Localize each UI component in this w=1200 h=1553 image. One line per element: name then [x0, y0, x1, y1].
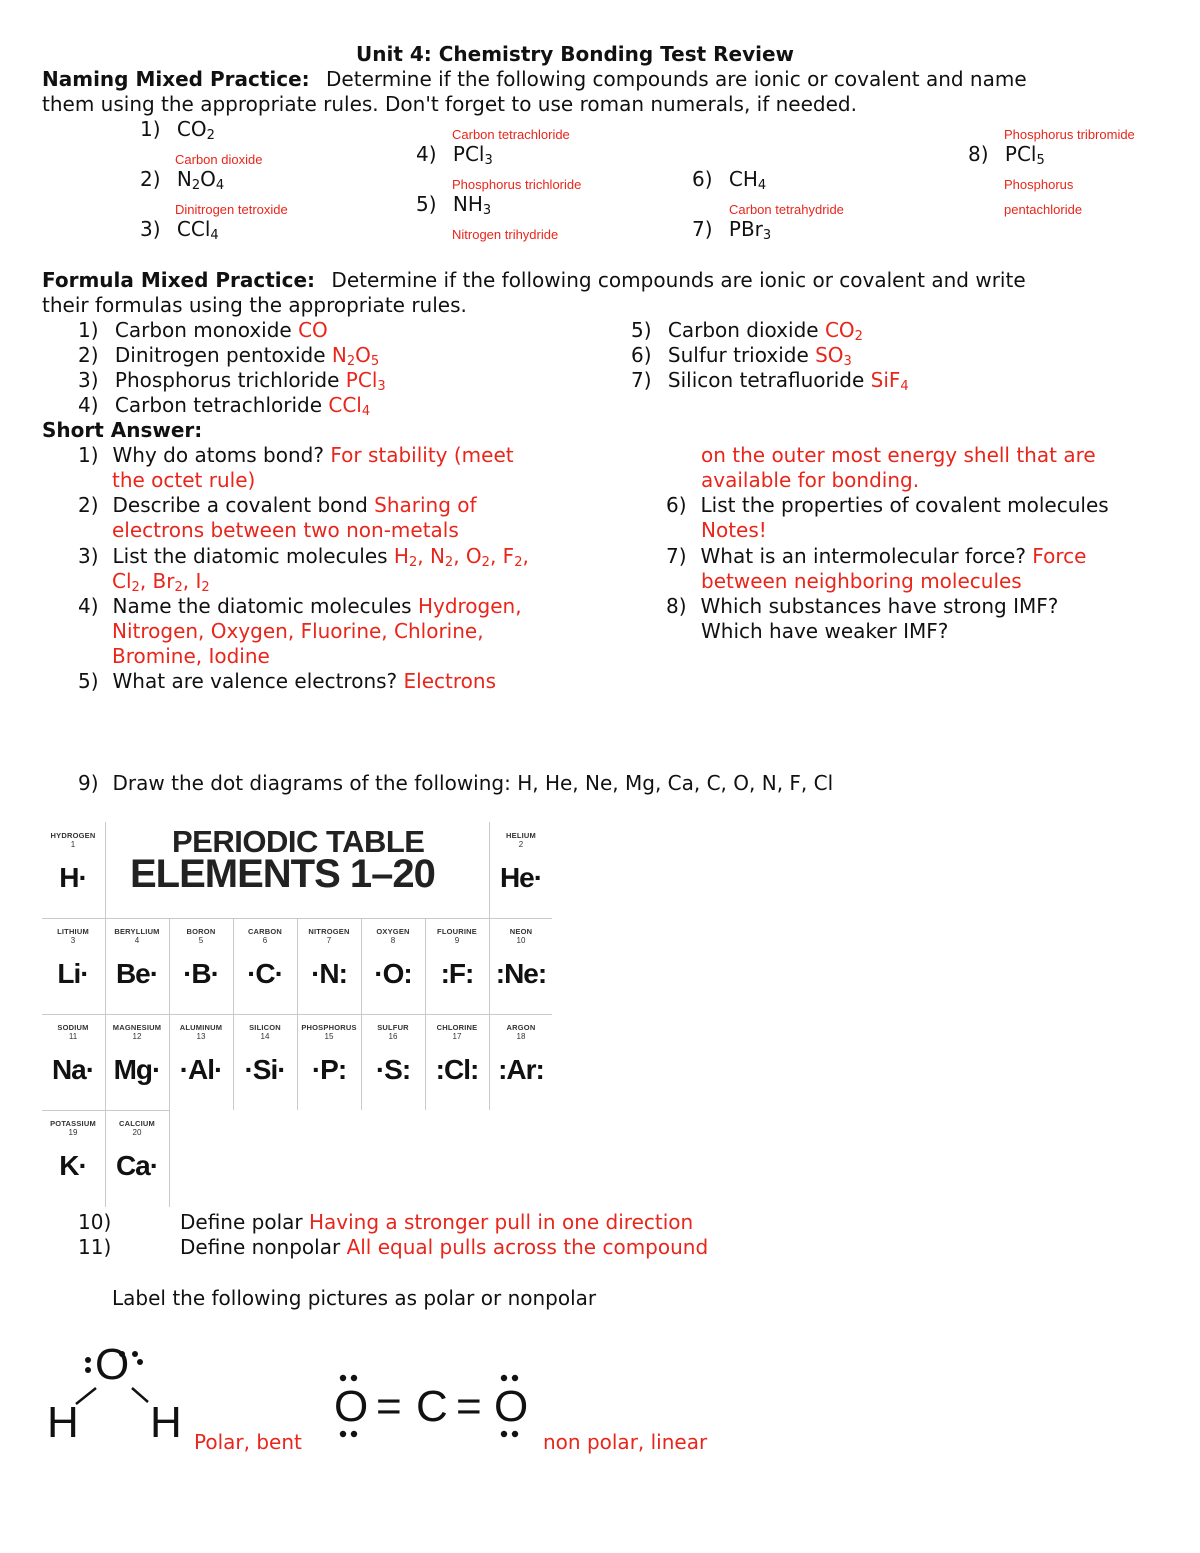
element-cell [170, 1014, 232, 1108]
formula: PBr [728, 217, 763, 241]
element-cell [426, 918, 488, 1012]
compound-name: Phosphorus trichloride [114, 368, 340, 392]
water-oxygen: O [95, 1340, 130, 1389]
element-name: SILICON [249, 1023, 281, 1032]
short-q1: 1) Why do atoms bond? For stability (meet [78, 443, 514, 467]
formula-item-5 [631, 318, 863, 343]
formula-item-6 [631, 343, 852, 368]
short-a2-cont: electrons between two non-metals [112, 518, 459, 542]
short-q11: 11) [78, 1235, 112, 1259]
naming-heading: Naming Mixed Practice: [42, 67, 310, 91]
element-lewis-symbol: Be· [115, 958, 159, 989]
formula-instructions-2: their formulas using the appropriate rules. [42, 293, 467, 317]
element-cell [106, 1110, 168, 1204]
atomic-number: 6 [262, 936, 268, 945]
element-lewis-symbol: Ca· [115, 1150, 159, 1181]
naming-answer-5: Nitrogen trihydride [452, 227, 559, 242]
formula-answer: CO [298, 318, 328, 342]
naming-item-8 [968, 142, 1045, 167]
element-lewis-symbol: :Ar: [498, 1054, 544, 1085]
formula-item-1 [78, 318, 328, 343]
atomic-number: 2 [518, 840, 524, 849]
element-lewis-symbol: ·Al· [179, 1054, 223, 1085]
atomic-number: 20 [132, 1128, 142, 1137]
formula: NH [452, 192, 483, 216]
periodic-table-subtitle: ELEMENTS 1–20 [130, 852, 435, 896]
item-number: 6) [631, 343, 652, 367]
short-q10-text: Define polar Having a stronger pull in one direction [180, 1210, 694, 1234]
table-grid-line [489, 822, 490, 1110]
atomic-number: 7 [326, 936, 332, 945]
naming-answer-2: Dinitrogen tetroxide [175, 202, 288, 217]
formula: CO [176, 117, 207, 141]
compound-name: Dinitrogen pentoxide [114, 343, 326, 367]
element-cell [490, 918, 552, 1012]
naming-item-5 [416, 192, 491, 217]
atomic-number: 15 [324, 1032, 334, 1041]
element-lewis-symbol: ·B· [183, 958, 219, 989]
element-name: SULFUR [377, 1023, 409, 1032]
atomic-number: 8 [390, 936, 396, 945]
subscript: 3 [762, 228, 772, 243]
naming-item-7 [692, 217, 771, 242]
short-a5-cont-2: available for bonding. [701, 468, 920, 492]
element-cell [42, 1014, 104, 1108]
formula-answer: PCl$_3$ [345, 368, 386, 394]
element-name: PHOSPHORUS [301, 1023, 357, 1032]
element-name: SODIUM [57, 1023, 89, 1032]
element-cell [106, 1014, 168, 1108]
element-name: MAGNESIUM [112, 1023, 162, 1032]
item-number: 3) [78, 368, 99, 392]
naming-answer-4: Phosphorus trichloride [452, 177, 582, 192]
short-q5: 5) What are valence electrons? Electrons [78, 669, 496, 693]
table-grid-line [169, 918, 170, 1207]
short-a6: Notes! [701, 518, 767, 542]
atomic-number: 3 [70, 936, 76, 945]
short-q7: 7) What is an intermolecular force? Force [666, 544, 1087, 568]
naming-answer-8b: pentachloride [1004, 202, 1083, 217]
formula-answer: $SO_3$ [815, 343, 852, 369]
short-a3-cont: $Cl_2$, $Br_2$, $I_2$ [112, 569, 210, 595]
short-a4-cont-1: Nitrogen, Oxygen, Fluorine, Chlorine, [112, 619, 484, 643]
atomic-number: 12 [132, 1032, 142, 1041]
atomic-number: 19 [68, 1128, 78, 1137]
periodic-table-image [42, 822, 552, 1207]
element-lewis-symbol: ·N: [311, 958, 347, 989]
element-name: CHLORINE [436, 1023, 478, 1032]
subscript: 4 [215, 178, 225, 193]
formula: O [200, 167, 216, 191]
atomic-number: 9 [454, 936, 460, 945]
element-name: POTASSIUM [50, 1119, 96, 1128]
atomic-number: 18 [516, 1032, 526, 1041]
element-cell [490, 1014, 552, 1108]
formula-item-4 [78, 393, 370, 418]
element-lewis-symbol: ·S: [375, 1054, 411, 1085]
table-grid-line [42, 1110, 170, 1111]
element-name: LITHIUM [57, 927, 89, 936]
element-name: HYDROGEN [50, 831, 96, 840]
element-name: FLOURINE [437, 927, 477, 936]
short-a5-cont-1: on the outer most energy shell that are [701, 443, 1096, 467]
short-q3: 3) List the diatomic molecules $H_2$, $N_2$, $O_2$, $F_2$, [78, 544, 529, 570]
formula: N [176, 167, 192, 191]
compound-name: Carbon dioxide [667, 318, 819, 342]
element-cell [298, 918, 360, 1012]
table-grid-line [297, 918, 298, 1110]
element-cell [42, 822, 104, 916]
item-number: 6) [692, 167, 713, 191]
formula: CCl [176, 217, 211, 241]
element-cell [234, 918, 296, 1012]
label-prompt: Label the following pictures as polar or nonpolar [112, 1286, 597, 1310]
element-cell [362, 918, 424, 1012]
element-lewis-symbol: :Ne: [495, 958, 547, 989]
element-name: CARBON [247, 927, 283, 936]
naming-answer-1: Carbon dioxide [175, 152, 263, 167]
element-cell [170, 918, 232, 1012]
naming-answer-7: Phosphorus tribromide [1004, 127, 1135, 142]
formula: CH [728, 167, 758, 191]
item-number: 2) [78, 343, 99, 367]
element-lewis-symbol: Mg· [113, 1054, 161, 1085]
water-label: Polar, bent [194, 1430, 302, 1454]
element-lewis-symbol: H· [59, 862, 87, 893]
short-q4: 4) Name the diatomic molecules Hydrogen, [78, 594, 522, 618]
table-grid-line [105, 822, 106, 1207]
item-number: 5) [631, 318, 652, 342]
element-name: NEON [509, 927, 533, 936]
atomic-number: 10 [516, 936, 526, 945]
formula-answer: SiF$_4$ [870, 368, 909, 394]
subscript: 2 [191, 178, 201, 193]
element-lewis-symbol: Li· [57, 958, 89, 989]
naming-item-3 [140, 217, 219, 242]
naming-item-4 [416, 142, 493, 167]
atomic-number: 14 [260, 1032, 270, 1041]
element-name: NITROGEN [308, 927, 350, 936]
naming-item-1 [140, 117, 215, 142]
subscript: 5 [1036, 153, 1045, 168]
formula: PCl [1004, 142, 1037, 166]
element-lewis-symbol: :F: [440, 958, 474, 989]
short-q9: 9) Draw the dot diagrams of the following: H, He, Ne, Mg, Ca, C, O, N, F, Cl [78, 771, 834, 795]
subscript: 3 [484, 153, 493, 168]
short-a7-cont: between neighboring molecules [701, 569, 1022, 593]
item-number: 8) [968, 142, 989, 166]
naming-instructions [42, 67, 1027, 92]
short-answer-heading: Short Answer: [42, 418, 203, 442]
co2-label: non polar, linear [543, 1430, 708, 1454]
naming-answer-6: Carbon tetrahydride [729, 202, 844, 217]
naming-answer-8a: Phosphorus [1004, 177, 1074, 192]
short-q11-text: Define nonpolar All equal pulls across the compound [180, 1235, 709, 1259]
element-cell [42, 1110, 104, 1204]
element-name: BERYLLIUM [114, 927, 160, 936]
formula-heading: Formula Mixed Practice: [42, 268, 316, 292]
short-a4-cont-2: Bromine, Iodine [112, 644, 270, 668]
page-title: Unit 4: Chemistry Bonding Test Review [356, 42, 795, 66]
formula-answer: $CO_2$ [824, 318, 863, 344]
element-lewis-symbol: ·P: [311, 1054, 347, 1085]
subscript: 4 [210, 228, 219, 243]
element-cell [298, 1014, 360, 1108]
compound-name: Sulfur trioxide [667, 343, 809, 367]
short-q8: 8) Which substances have strong IMF? [666, 594, 1059, 618]
naming-instructions-1: Determine if the following compounds are ionic or covalent and name [326, 67, 1027, 91]
atomic-number: 5 [198, 936, 204, 945]
naming-answer-3: Carbon tetrachloride [452, 127, 570, 142]
subscript: 3 [482, 203, 492, 218]
formula: PCl [452, 142, 485, 166]
item-number: 7) [692, 217, 713, 241]
short-q8-cont: Which have weaker IMF? [701, 619, 949, 643]
element-cell [362, 1014, 424, 1108]
item-number: 4) [416, 142, 437, 166]
table-grid-line [233, 918, 234, 1110]
compound-name: Carbon tetrachloride [114, 393, 323, 417]
compound-name: Silicon tetrafluoride [667, 368, 865, 392]
naming-item-2 [140, 167, 224, 192]
element-lewis-symbol: K· [59, 1150, 87, 1181]
element-cell [490, 822, 552, 916]
naming-instructions-2: them using the appropriate rules. Don't forget to use roman numerals, if needed. [42, 92, 857, 116]
table-grid-line [361, 918, 362, 1110]
atomic-number: 4 [134, 936, 140, 945]
item-number: 5) [416, 192, 437, 216]
element-cell [42, 918, 104, 1012]
co2-double-bond-left: = [376, 1382, 402, 1431]
atomic-number: 1 [70, 840, 76, 849]
naming-item-6 [692, 167, 766, 192]
formula-instructions [42, 268, 1026, 293]
formula-item-7 [631, 368, 909, 393]
formula-instructions-1: Determine if the following compounds are ionic or covalent and write [331, 268, 1026, 292]
element-cell [426, 1014, 488, 1108]
element-name: ARGON [506, 1023, 536, 1032]
item-number: 1) [140, 117, 161, 141]
water-hydrogen-left: H [47, 1398, 79, 1447]
subscript: 4 [757, 178, 767, 193]
element-cell [106, 918, 168, 1012]
item-number: 4) [78, 393, 99, 417]
element-name: OXYGEN [376, 927, 410, 936]
item-number: 1) [78, 318, 99, 342]
short-q6: 6) List the properties of covalent molecules [666, 493, 1109, 517]
formula-item-2 [78, 343, 379, 368]
atomic-number: 17 [452, 1032, 462, 1041]
short-q10: 10) [78, 1210, 112, 1234]
element-lewis-symbol: He· [499, 862, 543, 893]
short-a1-cont: the octet rule) [112, 468, 256, 492]
water-hydrogen-right: H [150, 1398, 182, 1447]
element-lewis-symbol: ·Si· [244, 1054, 286, 1085]
atomic-number: 11 [68, 1032, 78, 1041]
formula-answer: CCl$_4$ [328, 393, 371, 419]
element-lewis-symbol: Na· [51, 1054, 95, 1085]
compound-name: Carbon monoxide [114, 318, 292, 342]
periodic-table-title: PERIODIC TABLE [172, 824, 425, 859]
formula-item-3 [78, 368, 386, 393]
subscript: 2 [206, 128, 215, 143]
co2-double-bond-right: = [456, 1382, 482, 1431]
element-lewis-symbol: ·C· [247, 958, 283, 989]
co2-carbon: C [416, 1382, 448, 1431]
element-name: HELIUM [506, 831, 536, 840]
element-name: CALCIUM [119, 1119, 155, 1128]
item-number: 2) [140, 167, 161, 191]
element-name: BORON [186, 927, 216, 936]
table-grid-line [425, 918, 426, 1110]
element-name: ALUMINUM [179, 1023, 223, 1032]
element-lewis-symbol: :Cl: [435, 1054, 479, 1085]
formula-answer: $N_2O_5$ [331, 343, 380, 369]
co2-oxygen-left: O [334, 1382, 369, 1431]
element-cell [234, 1014, 296, 1108]
short-q2: 2) Describe a covalent bond Sharing of [78, 493, 477, 517]
item-number: 3) [140, 217, 161, 241]
atomic-number: 13 [196, 1032, 206, 1041]
element-lewis-symbol: ·O: [374, 958, 412, 989]
item-number: 7) [631, 368, 652, 392]
atomic-number: 16 [388, 1032, 398, 1041]
co2-oxygen-right: O [494, 1382, 529, 1431]
